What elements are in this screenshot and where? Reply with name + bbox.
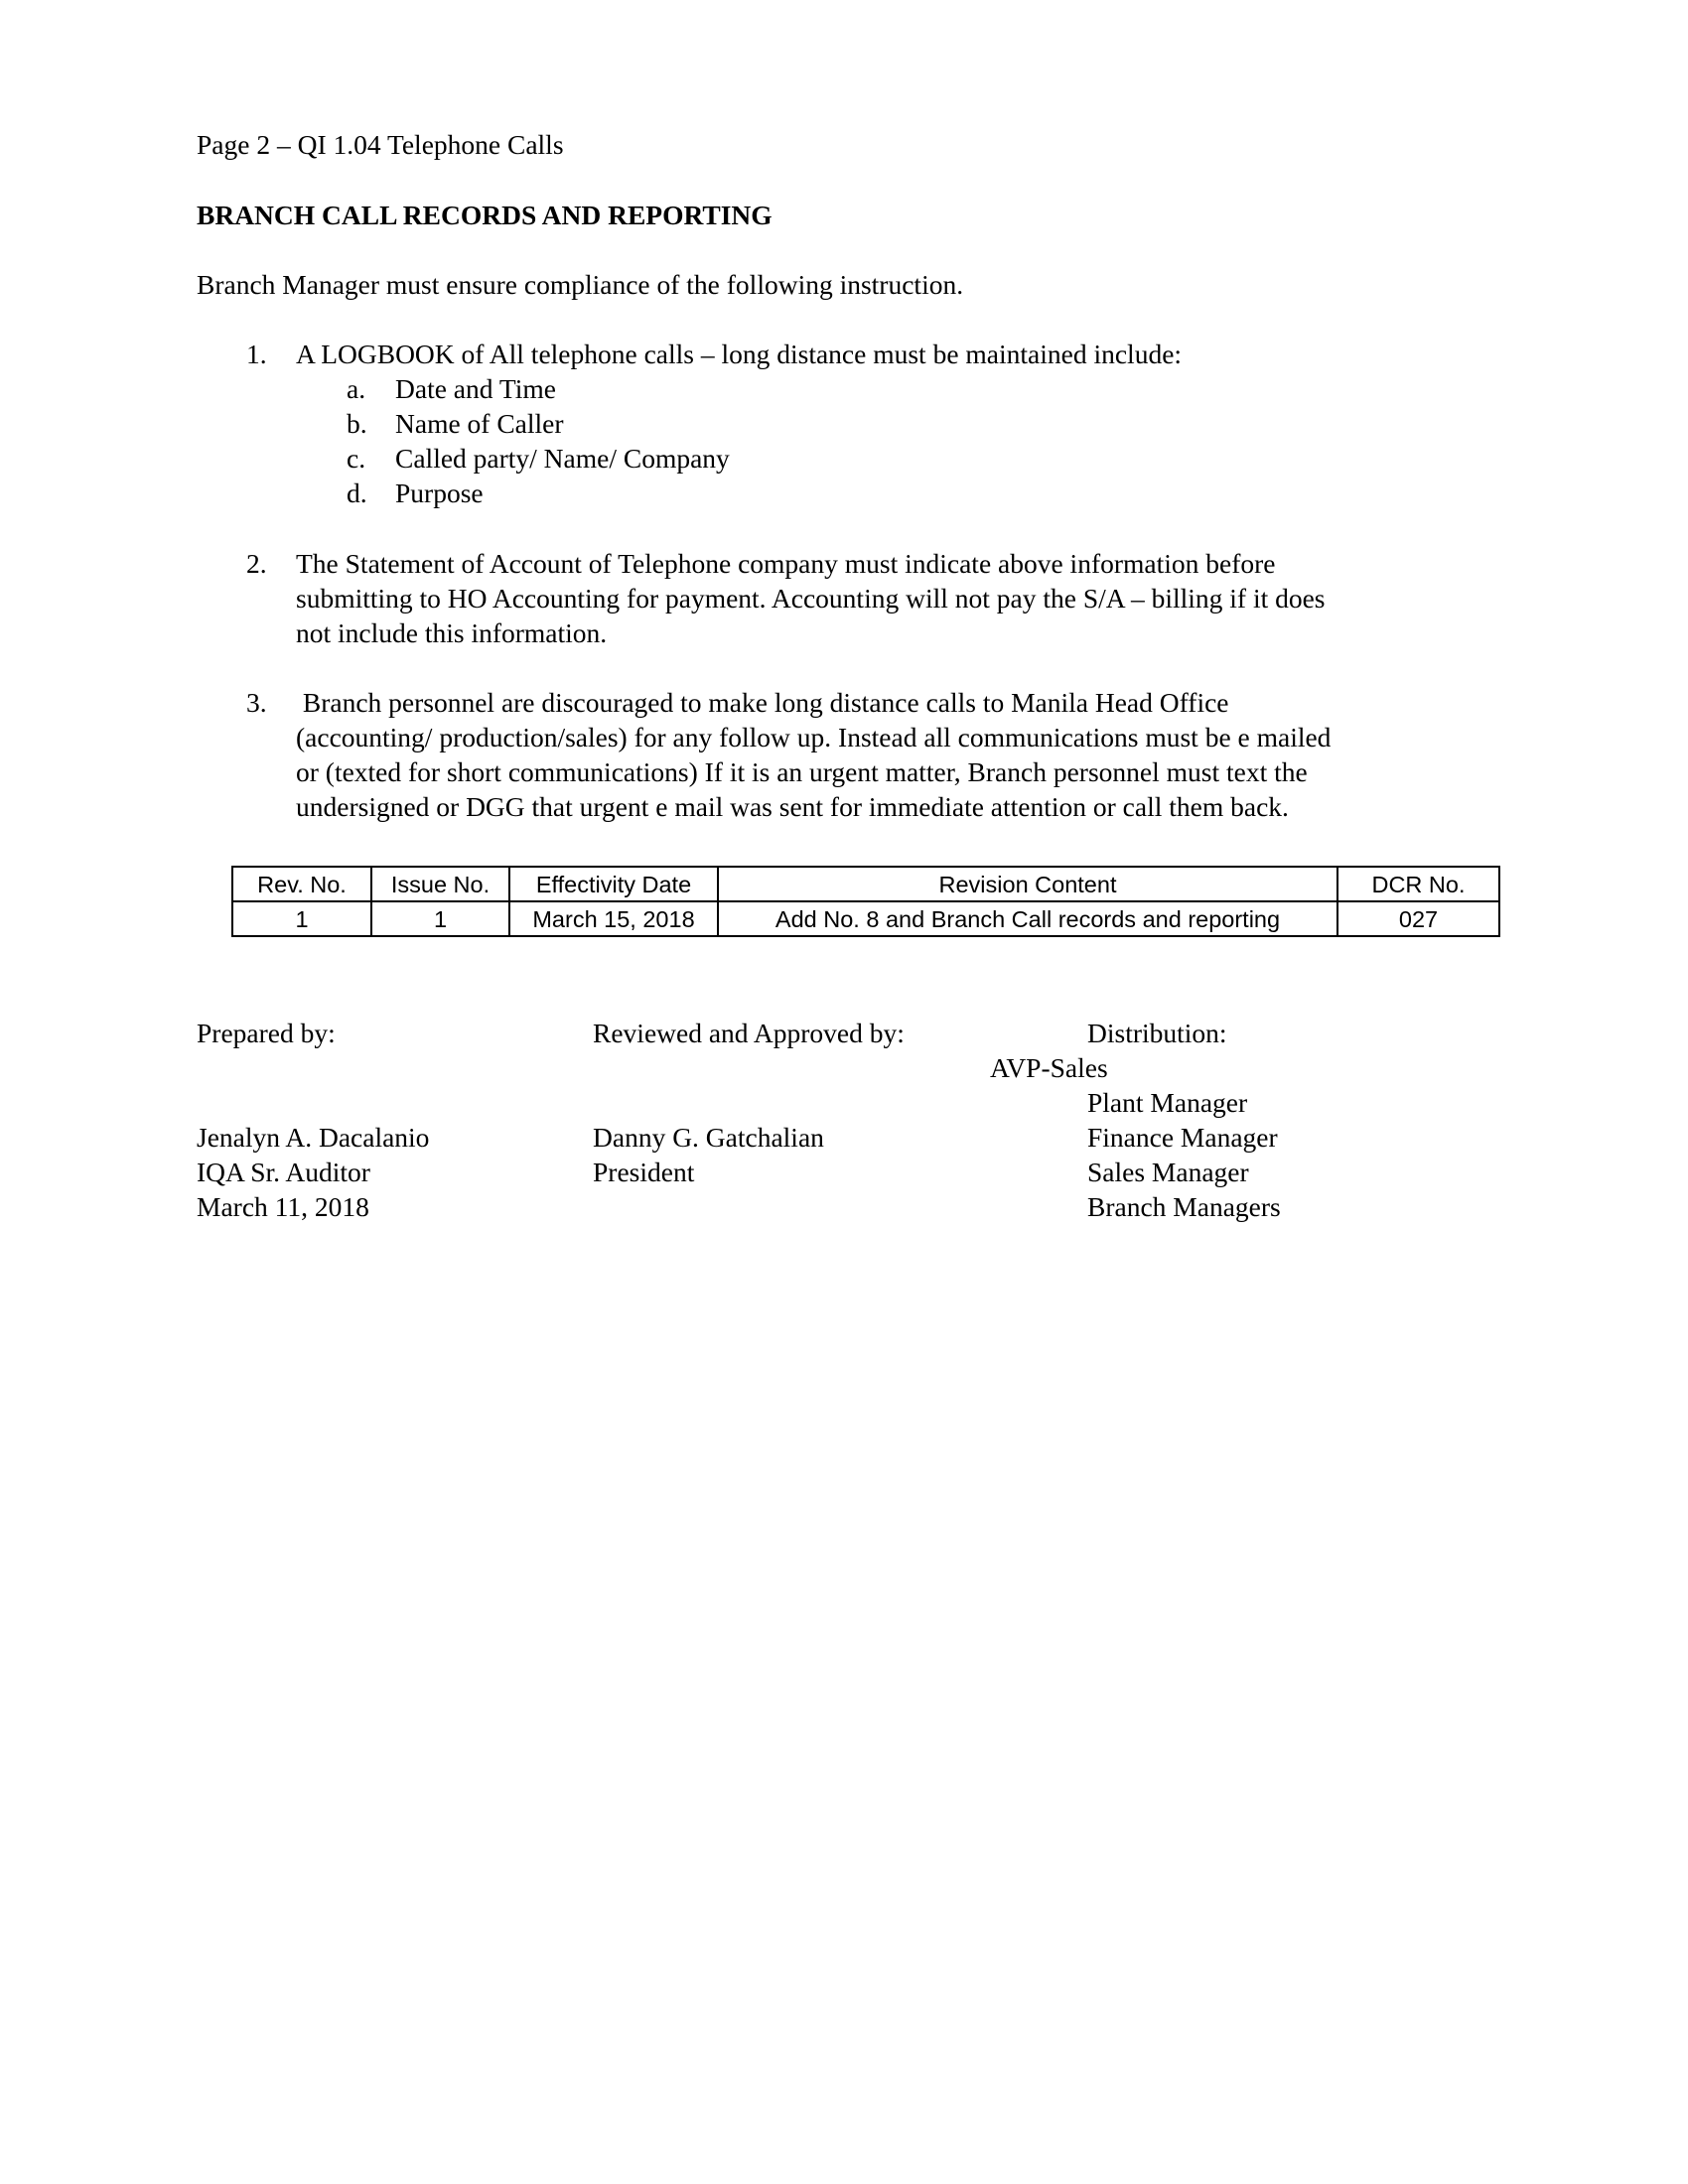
item-number: 1. [246,339,267,369]
table-cell: 1 [232,901,371,936]
item-line: not include this information. [296,617,608,648]
prepared-by-date: March 11, 2018 [197,1191,369,1222]
item-number: 2. [246,548,267,579]
distribution-label: Distribution: [1087,1018,1227,1048]
subitem-letter: c. [347,443,366,474]
item-line: Branch personnel are discouraged to make long distance calls to Manila Head Office [296,687,1229,718]
table-cell: 1 [371,901,509,936]
column-header: Issue No. [371,867,509,901]
intro-text: Branch Manager must ensure compliance of the following instruction. [197,269,964,300]
reviewed-by-label: Reviewed and Approved by: [593,1018,905,1048]
page-header: Page 2 – QI 1.04 Telephone Calls [197,129,564,160]
item-text: A LOGBOOK of All telephone calls – long distance must be maintained include: [296,339,1183,369]
distribution-item: Finance Manager [1087,1122,1278,1153]
item-number: 3. [246,687,267,718]
subitem-letter: a. [347,373,366,404]
reviewed-by-name: Danny G. Gatchalian [593,1122,824,1153]
revision-table [231,866,1500,937]
item-line: submitting to HO Accounting for payment. Accounting will not pay the S/A – billing if it does [296,583,1326,614]
column-header: Effectivity Date [509,867,718,901]
subitem-text: Date and Time [395,373,556,404]
subitem-text: Called party/ Name/ Company [395,443,730,474]
distribution-item: Sales Manager [1087,1157,1249,1187]
subitem-letter: b. [347,408,367,439]
subitem-letter: d. [347,478,367,508]
table-cell: March 15, 2018 [509,901,718,936]
column-header: Revision Content [718,867,1337,901]
subitem-text: Purpose [395,478,484,508]
column-header: DCR No. [1337,867,1499,901]
item-line: or (texted for short communications) If it is an urgent matter, Branch personnel must text the [296,756,1308,787]
item-line: undersigned or DGG that urgent e mail was sent for immediate attention or call them back. [296,791,1289,822]
section-title: BRANCH CALL RECORDS AND REPORTING [197,200,773,230]
table-row [232,901,1499,936]
distribution-item: Branch Managers [1087,1191,1281,1222]
prepared-by-title: IQA Sr. Auditor [197,1157,370,1187]
distribution-item: AVP-Sales [990,1052,1108,1083]
item-line: The Statement of Account of Telephone company must indicate above information before [296,548,1276,579]
table-header-row [232,867,1499,901]
column-header: Rev. No. [232,867,371,901]
distribution-item: Plant Manager [1087,1087,1248,1118]
prepared-by-label: Prepared by: [197,1018,336,1048]
item-line: (accounting/ production/sales) for any follow up. Instead all communications must be e mailed [296,722,1332,752]
subitem-text: Name of Caller [395,408,564,439]
table-cell: Add No. 8 and Branch Call records and reporting [718,901,1337,936]
prepared-by-name: Jenalyn A. Dacalanio [197,1122,430,1153]
reviewed-by-title: President [593,1157,695,1187]
table-cell: 027 [1337,901,1499,936]
